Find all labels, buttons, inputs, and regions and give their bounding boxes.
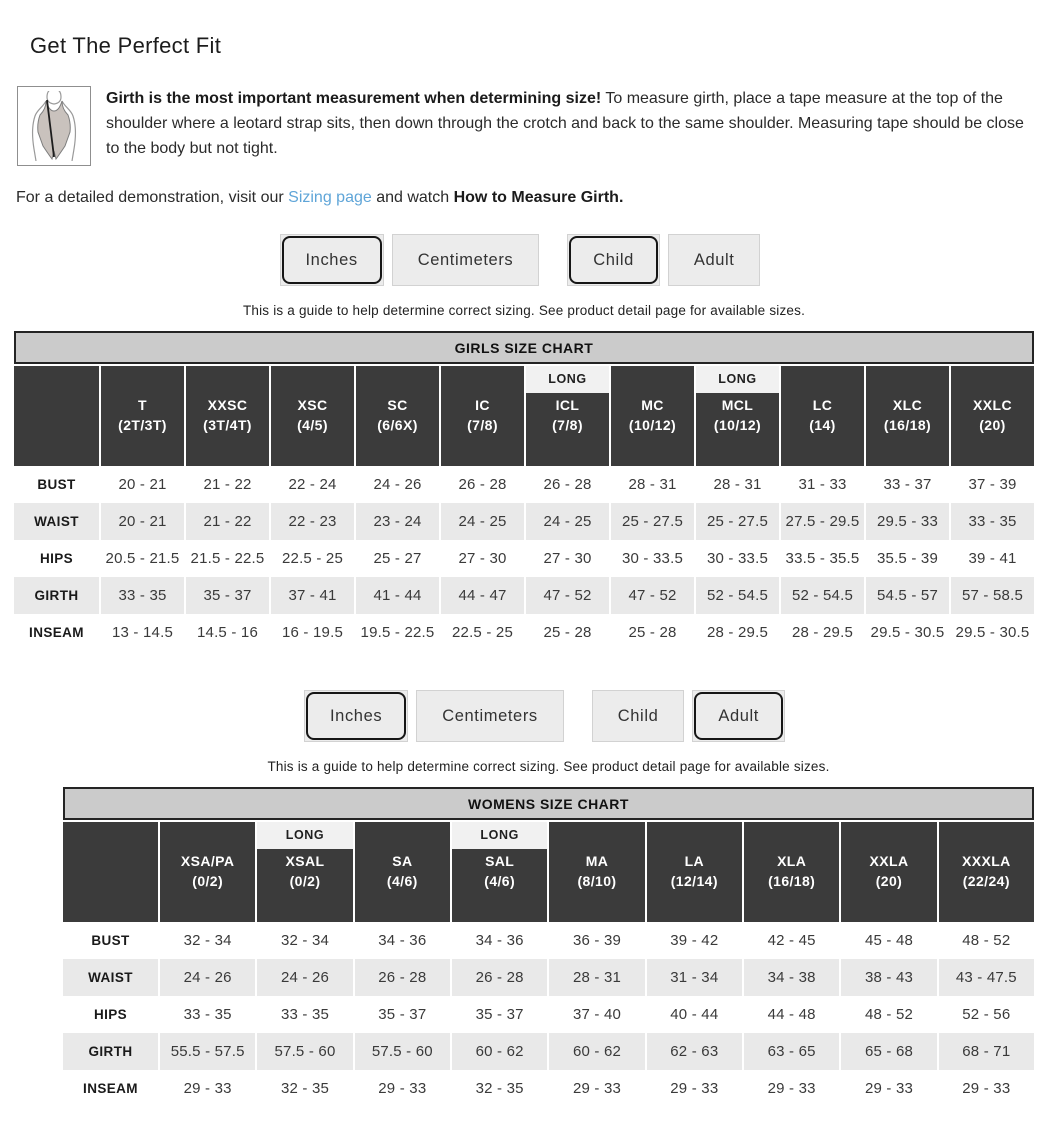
size-value-cell: 28 - 29.5: [706, 624, 768, 641]
size-value-cell: 25 - 27.5: [696, 503, 779, 540]
page-title: Get The Perfect Fit: [30, 33, 222, 58]
size-column-header: XXXLA (22/24): [939, 822, 1034, 922]
size-value-cell: 20.5 - 21.5: [105, 550, 180, 567]
size-value-cell: 29 - 33: [572, 1080, 622, 1097]
size-value-cell: 27 - 30: [543, 550, 592, 567]
size-value-cell: 24 - 25: [526, 503, 609, 540]
size-value-cell: 30 - 33.5: [706, 550, 768, 567]
size-value-cell: 36 - 39: [572, 932, 622, 949]
size-value-cell: 33.5 - 35.5: [785, 550, 860, 567]
size-column-header: LC (14): [781, 366, 864, 466]
size-value-cell: 35 - 37: [378, 1006, 427, 1023]
size-value-cell: 32 - 35: [280, 1080, 330, 1097]
size-column-header: IC (7/8): [441, 366, 524, 466]
size-value-cell: 29.5 - 30.5: [955, 624, 1030, 641]
size-value-cell: 32 - 35: [475, 1080, 524, 1097]
size-value-cell: 22.5 - 25: [281, 550, 343, 567]
size-value-cell: 40 - 44: [670, 1006, 719, 1023]
size-value-cell: 33 - 35: [951, 503, 1034, 540]
size-value-cell: 41 - 44: [356, 577, 439, 614]
size-value-cell: 24 - 25: [441, 503, 524, 540]
size-value-cell: 34 - 38: [744, 959, 839, 996]
size-value-cell: 42 - 45: [767, 932, 816, 949]
size-value-cell: 13 - 14.5: [111, 624, 173, 641]
girls-size-chart: [14, 331, 1034, 651]
girls-child-button[interactable]: Child: [567, 234, 660, 286]
size-value-cell: 22 - 24: [288, 476, 337, 493]
size-value-cell: 35 - 37: [186, 577, 269, 614]
size-value-cell: 25 - 27: [373, 550, 422, 567]
size-value-cell: 62 - 63: [647, 1033, 742, 1070]
girls-chart-title: GIRLS SIZE CHART: [14, 331, 1034, 364]
table-row: [63, 959, 1034, 996]
size-column-header: T (2T/3T): [101, 366, 184, 466]
size-value-cell: 60 - 62: [452, 1033, 547, 1070]
size-value-cell: 52 - 56: [962, 1006, 1011, 1023]
size-value-cell: 57.5 - 60: [355, 1033, 450, 1070]
size-value-cell: 26 - 28: [355, 959, 450, 996]
size-column-header: XSC (4/5): [271, 366, 354, 466]
size-column-header: LONG MCL (10/12): [696, 366, 779, 466]
girth-intro-block: [17, 86, 1027, 166]
long-badge: LONG: [696, 366, 779, 393]
size-value-cell: 34 - 36: [378, 932, 427, 949]
size-value-cell: 29.5 - 33: [866, 503, 949, 540]
row-label: HIPS: [39, 551, 74, 566]
size-value-cell: 45 - 48: [864, 932, 914, 949]
size-value-cell: 29 - 33: [378, 1080, 427, 1097]
size-value-cell: 34 - 36: [475, 932, 524, 949]
table-row: [63, 922, 1034, 959]
size-value-cell: 37 - 41: [271, 577, 354, 614]
size-value-cell: 35 - 37: [475, 1006, 524, 1023]
sizing-page-link[interactable]: Sizing page: [288, 189, 372, 206]
womens-inches-button[interactable]: Inches: [304, 690, 408, 742]
table-row: [14, 503, 1034, 540]
table-row: [63, 1033, 1034, 1070]
demo-line: [16, 189, 1027, 207]
size-value-cell: 20 - 21: [118, 476, 167, 493]
size-value-cell: 29.5 - 30.5: [870, 624, 945, 641]
size-value-cell: 48 - 52: [962, 932, 1011, 949]
size-value-cell: 38 - 43: [841, 959, 936, 996]
size-value-cell: 32 - 34: [280, 932, 330, 949]
size-value-cell: 28 - 29.5: [791, 624, 853, 641]
size-value-cell: 55.5 - 57.5: [160, 1033, 255, 1070]
size-column-header: LONG XSAL (0/2): [257, 822, 352, 922]
size-value-cell: 33 - 35: [101, 577, 184, 614]
size-value-cell: 21 - 22: [186, 503, 269, 540]
row-label: BUST: [91, 933, 130, 948]
demo-middle: and watch: [371, 189, 454, 206]
girls-sizing-caption: This is a guide to help determine correct sizing. See product detail page for available sizes.: [242, 303, 806, 318]
size-value-cell: 33 - 35: [183, 1006, 232, 1023]
girls-toggle-row: [14, 234, 1034, 286]
table-row: [14, 466, 1034, 503]
row-label: INSEAM: [83, 1081, 138, 1096]
girls-inches-button[interactable]: Inches: [280, 234, 384, 286]
table-row: [63, 1070, 1034, 1107]
size-value-cell: 57 - 58.5: [951, 577, 1034, 614]
header-row: [14, 366, 1034, 466]
size-value-cell: 48 - 52: [864, 1006, 914, 1023]
size-value-cell: 25 - 28: [543, 624, 592, 641]
long-badge: LONG: [452, 822, 547, 849]
size-value-cell: 22.5 - 25: [451, 624, 513, 641]
girls-adult-button[interactable]: Adult: [668, 234, 761, 286]
size-column-header: XLA (16/18): [744, 822, 839, 922]
size-value-cell: 27 - 30: [458, 550, 507, 567]
womens-centimeters-button[interactable]: Centimeters: [416, 690, 564, 742]
girth-intro-rest: To measure girth, place a tape measure at the top of the shoulder where a leotard strap sits, then down through the crotch and back to the same shoulder. Measuring tape should be close to the body but not tight.: [106, 90, 1024, 157]
size-value-cell: 31 - 34: [647, 959, 742, 996]
long-badge: LONG: [257, 822, 352, 849]
size-value-cell: 29 - 33: [670, 1080, 719, 1097]
size-value-cell: 26 - 28: [452, 959, 547, 996]
size-value-cell: 24 - 26: [257, 959, 352, 996]
size-value-cell: 26 - 28: [543, 476, 592, 493]
size-value-cell: 54.5 - 57: [866, 577, 949, 614]
size-value-cell: 57.5 - 60: [257, 1033, 352, 1070]
size-value-cell: 30 - 33.5: [621, 550, 683, 567]
size-value-cell: 28 - 31: [628, 476, 677, 493]
womens-section: [14, 690, 1027, 1107]
size-column-header: MA (8/10): [549, 822, 644, 922]
table-row: [14, 540, 1034, 577]
size-value-cell: 43 - 47.5: [939, 959, 1034, 996]
size-value-cell: 31 - 33: [798, 476, 847, 493]
header-corner-cell: [14, 366, 99, 466]
size-value-cell: 37 - 40: [572, 1006, 622, 1023]
size-column-header: LONG ICL (7/8): [526, 366, 609, 466]
size-column-header: SA (4/6): [355, 822, 450, 922]
size-value-cell: 28 - 31: [713, 476, 762, 493]
header-corner-cell: [63, 822, 158, 922]
size-value-cell: 25 - 27.5: [611, 503, 694, 540]
girls-centimeters-button[interactable]: Centimeters: [392, 234, 540, 286]
size-value-cell: 22 - 23: [271, 503, 354, 540]
size-value-cell: 28 - 31: [549, 959, 644, 996]
size-value-cell: 27.5 - 29.5: [781, 503, 864, 540]
womens-sizing-caption: This is a guide to help determine correct sizing. See product detail page for available sizes.: [267, 759, 830, 774]
womens-child-button[interactable]: Child: [592, 690, 685, 742]
row-label: BUST: [37, 477, 76, 492]
table-row: [14, 577, 1034, 614]
size-value-cell: 44 - 47: [441, 577, 524, 614]
size-value-cell: 52 - 54.5: [696, 577, 779, 614]
size-value-cell: 52 - 54.5: [781, 577, 864, 614]
size-value-cell: 35.5 - 39: [876, 550, 938, 567]
size-value-cell: 37 - 39: [968, 476, 1017, 493]
row-label: HIPS: [93, 1007, 128, 1022]
size-value-cell: 63 - 65: [744, 1033, 839, 1070]
size-value-cell: 47 - 52: [611, 577, 694, 614]
size-value-cell: 26 - 28: [458, 476, 507, 493]
size-column-header: XXLA (20): [841, 822, 936, 922]
size-value-cell: 20 - 21: [101, 503, 184, 540]
size-column-header: XXLC (20): [951, 366, 1034, 466]
womens-toggle-row: [63, 690, 1034, 742]
size-value-cell: 44 - 48: [767, 1006, 816, 1023]
size-column-header: MC (10/12): [611, 366, 694, 466]
size-column-header: XLC (16/18): [866, 366, 949, 466]
size-value-cell: 60 - 62: [549, 1033, 644, 1070]
table-row: [14, 614, 1034, 651]
size-value-cell: 16 - 19.5: [281, 624, 343, 641]
table-row: [63, 996, 1034, 1033]
size-value-cell: 23 - 24: [356, 503, 439, 540]
size-value-cell: 29 - 33: [183, 1080, 232, 1097]
size-value-cell: 32 - 34: [183, 932, 232, 949]
size-value-cell: 21.5 - 22.5: [190, 550, 265, 567]
size-column-header: LONG SAL (4/6): [452, 822, 547, 922]
womens-adult-button[interactable]: Adult: [692, 690, 785, 742]
size-value-cell: 25 - 28: [628, 624, 677, 641]
size-column-header: LA (12/14): [647, 822, 742, 922]
leotard-measure-icon: [17, 86, 91, 166]
womens-chart-title: WOMENS SIZE CHART: [63, 787, 1034, 820]
size-value-cell: 24 - 26: [373, 476, 422, 493]
row-label: GIRTH: [63, 1033, 158, 1070]
size-value-cell: 65 - 68: [841, 1033, 936, 1070]
demo-prefix: For a detailed demonstration, visit our: [16, 189, 289, 206]
size-value-cell: 14.5 - 16: [196, 624, 258, 641]
size-column-header: XSA/PA (0/2): [160, 822, 255, 922]
size-value-cell: 33 - 37: [883, 476, 932, 493]
row-label: GIRTH: [14, 577, 99, 614]
womens-size-chart: [63, 787, 1034, 1107]
size-column-header: SC (6/6X): [356, 366, 439, 466]
size-value-cell: 47 - 52: [526, 577, 609, 614]
size-value-cell: 29 - 33: [864, 1080, 914, 1097]
row-label: WAIST: [14, 503, 99, 540]
row-label: WAIST: [63, 959, 158, 996]
size-value-cell: 19.5 - 22.5: [360, 624, 435, 641]
size-value-cell: 68 - 71: [939, 1033, 1034, 1070]
size-value-cell: 29 - 33: [767, 1080, 816, 1097]
size-column-header: XXSC (3T/4T): [186, 366, 269, 466]
girth-intro-bold: Girth is the most important measurement when determining size!: [106, 90, 602, 107]
size-value-cell: 24 - 26: [160, 959, 255, 996]
girth-intro-text: [106, 86, 1027, 161]
size-value-cell: 21 - 22: [203, 476, 252, 493]
header-row: [63, 822, 1034, 922]
girls-section: [14, 234, 1030, 651]
size-value-cell: 29 - 33: [962, 1080, 1011, 1097]
size-value-cell: 39 - 41: [968, 550, 1017, 567]
size-value-cell: 33 - 35: [280, 1006, 330, 1023]
row-label: INSEAM: [29, 625, 84, 640]
long-badge: LONG: [526, 366, 609, 393]
size-value-cell: 39 - 42: [670, 932, 719, 949]
demo-bold: How to Measure Girth.: [453, 189, 624, 206]
